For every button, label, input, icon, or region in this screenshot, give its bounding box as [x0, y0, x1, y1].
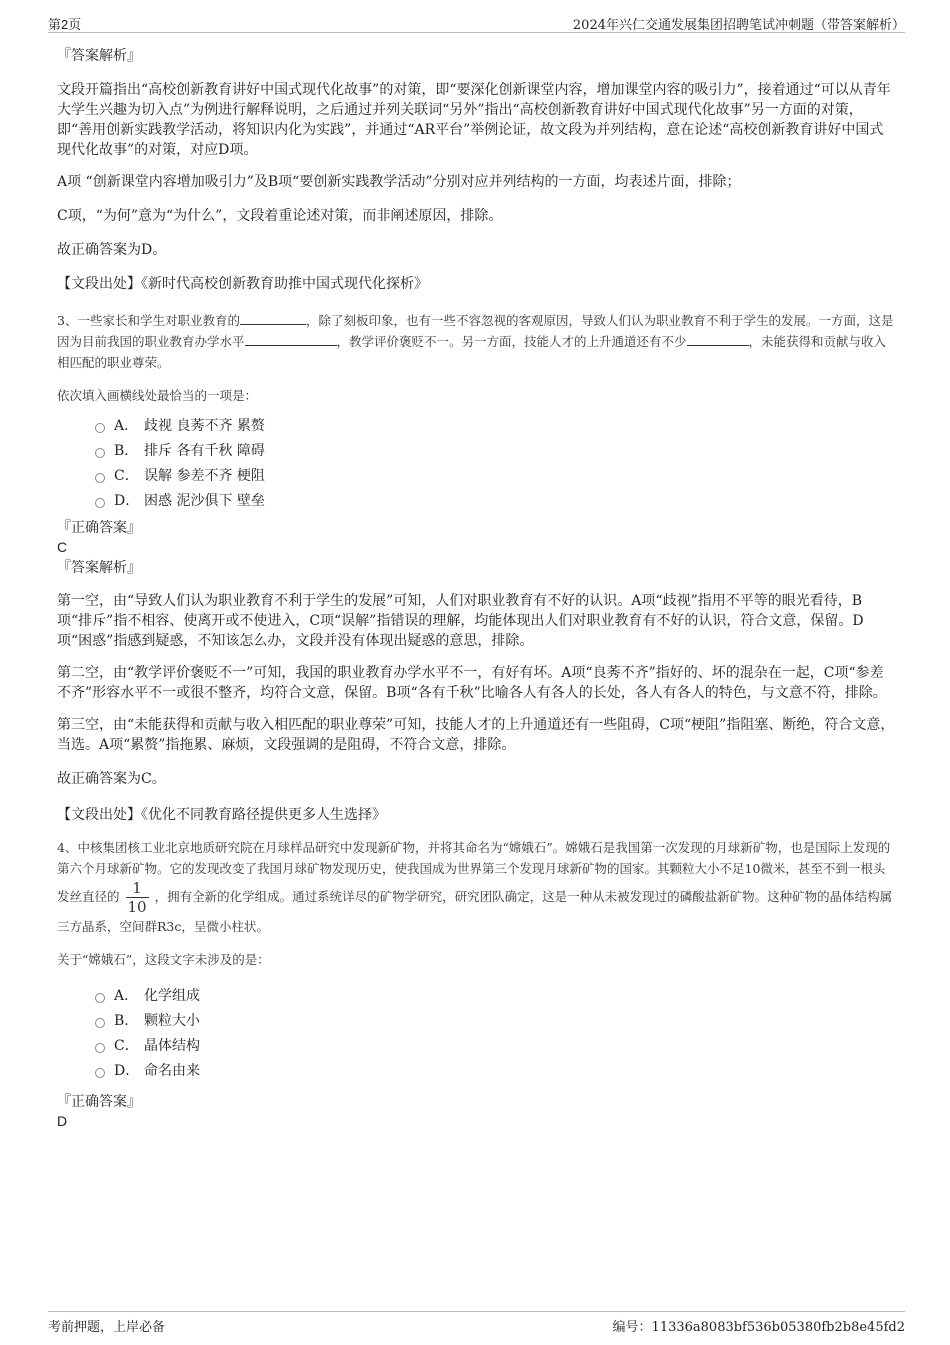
q4-prompt: 关于“嫦娥石”，这段文字未涉及的是：: [57, 952, 270, 967]
radio-icon[interactable]: [95, 1018, 105, 1028]
radio-icon[interactable]: [95, 448, 105, 458]
page-content: [57, 40, 895, 1130]
radio-icon[interactable]: [95, 993, 105, 1003]
q3-option-d[interactable]: D． 困惑 泥沙俱下 壁垒: [95, 489, 895, 514]
q3-option-b[interactable]: B． 排斥 各有千秋 障碍: [95, 439, 895, 464]
q3-blank-1: [240, 310, 306, 325]
q3-analysis-label: 『答案解析』: [57, 560, 141, 576]
page-footer: [48, 1311, 905, 1336]
footer-slogan: 考前押题，上岸必备: [48, 1320, 166, 1335]
q4-options: [95, 984, 895, 1084]
page-number: 第2页: [48, 17, 82, 32]
q4-option-a[interactable]: A． 化学组成: [95, 984, 895, 1009]
q3-option-a[interactable]: A． 歧视 良莠不齐 累赘: [95, 414, 895, 439]
q3-prompt: 依次填入画横线处最恰当的一项是：: [57, 388, 258, 403]
q4-answer-label: 『正确答案』: [57, 1094, 141, 1110]
q2-analysis-para2: A项 “创新课堂内容增加吸引力”及B项“要创新实践教学活动”分别对应并列结构的一方面，均表述片面，排除；: [57, 174, 741, 190]
q3-stem: [57, 310, 895, 373]
q2-analysis-para1: 文段开篇指出“高校创新教育讲好中国式现代化故事”的对策，即“要深化创新课堂内容，增加课堂内容的吸引力”，接着通过“可以从青年大学生兴趣为切入点”为例进行解释说明，之后通过并列关联词“另外”指出“高校创新教育讲好中国式现代化故事”另一方面的对策，即“善用创新实践教学活动，将知识内化为实践”，并通过“AR平台”举例论证，故文段为并列结构，意在论述“高校创新教育讲好中国式现代化故事”的对策，对应D项。: [57, 82, 891, 158]
q4-option-b[interactable]: B． 颗粒大小: [95, 1009, 895, 1034]
q2-analysis-para3: C项，“为何”意为“为什么”，文段着重论述对策，而非阐述原因，排除。: [57, 208, 503, 224]
q2-analysis-conclusion: 故正确答案为D。: [57, 242, 167, 258]
q3-answer: C: [57, 539, 68, 555]
q4-stem-part2: ，拥有全新的化学组成。通过系统详尽的矿物学研究，研究团队确定，这是一种从未被发现过的磷酸盐新矿物。这种矿物的晶体结构属三方晶系，空间群R3c，呈微小柱状。: [57, 889, 893, 934]
document-serial: 编号：11336a8083bf536b05380fb2b8e45fd2: [612, 1320, 905, 1335]
q4-fraction-denominator: 10: [127, 898, 147, 916]
q4-stem: [57, 837, 895, 937]
radio-icon[interactable]: [95, 1068, 105, 1078]
q3-analysis-para2: 第二空，由“教学评价褒贬不一”可知，我国的职业教育办学水平不一，有好有坏。A项“良莠不齐”指好的、坏的混杂在一起，C项“参差不齐”形容水平不一或很不整齐，均符合文意，保留。B项“各有千秋”比喻各人有各人的长处，各人有各人的特色，与文意不符，排除。: [57, 665, 887, 701]
q3-options: [95, 414, 895, 514]
q3-analysis-para3: 第三空，由“未能获得和贡献与收入相匹配的职业尊荣”可知，技能人才的上升通道还有一些阻碍，C项“梗阻”指阻塞、断绝，符合文意，当选。A项“累赘”指拖累、麻烦，文段强调的是阻碍，不符合文意，排除。: [57, 717, 895, 753]
q3-stem-part2: ，除了刻板印象，也有一些不容忽视的客观原因，导致人们认为职业教育不利于学生的发展。一方面，这是因为目前我国的职业教育办学水平: [57, 313, 894, 349]
q4-fraction-numerator: 1: [132, 879, 142, 897]
radio-icon[interactable]: [95, 498, 105, 508]
q4-stem-part1: 4、中核集团核工业北京地质研究院在月球样品研究中发现新矿物，并将其命名为“嫦娥石”。嫦娥石是我国第一次发现的月球新矿物，也是国际上发现的第六个月球新矿物。它的发现改变了我国月球矿物发现历史，使我国成为世界第三个发现月球新矿物的国家。其颗粒大小不足10微米，甚至不到一根头发丝直径的: [57, 840, 891, 904]
q4-option-c[interactable]: C． 晶体结构: [95, 1034, 895, 1059]
q3-answer-label: 『正确答案』: [57, 520, 141, 536]
q3-analysis-conclusion: 故正确答案为C。: [57, 771, 166, 787]
q3-stem-part4: ，未能获得和贡献与收入相匹配的职业尊荣。: [57, 334, 887, 370]
q2-analysis-label: 『答案解析』: [57, 48, 141, 64]
radio-icon[interactable]: [95, 473, 105, 483]
q3-blank-3: [687, 331, 749, 346]
q4-answer: D: [57, 1113, 68, 1129]
q3-stem-part3: ，教学评价褒贬不一。另一方面，技能人才的上升通道还有不少: [336, 334, 687, 349]
q3-blank-2: [245, 331, 337, 346]
radio-icon[interactable]: [95, 423, 105, 433]
q3-analysis-para1: 第一空，由“导致人们认为职业教育不利于学生的发展”可知，人们对职业教育有不好的认识。A项“歧视”指用不平等的眼光看待，B项“排斥”指不相容、使离开或不使进入，C项“误解”指错误的理解，均能体现出人们对职业教育有不好的认识，符合文意，保留。D项“困惑”指感到疑惑，不知该怎么办，文段并没有体现出疑惑的意思，排除。: [57, 593, 864, 649]
q4-option-d[interactable]: D． 命名由来: [95, 1059, 895, 1084]
q3-stem-part1: 3、一些家长和学生对职业教育的: [57, 313, 240, 328]
page-header: [48, 10, 905, 33]
q2-source: 【文段出处】《新时代高校创新教育助推中国式现代化探析》: [57, 276, 428, 292]
q3-option-c[interactable]: C． 误解 参差不齐 梗阻: [95, 464, 895, 489]
q4-fraction: [126, 879, 149, 916]
q3-source: 【文段出处】《优化不同教育路径提供更多人生选择》: [57, 807, 386, 823]
document-title: 2024年兴仁交通发展集团招聘笔试冲刺题（带答案解析）: [572, 18, 905, 33]
radio-icon[interactable]: [95, 1043, 105, 1053]
